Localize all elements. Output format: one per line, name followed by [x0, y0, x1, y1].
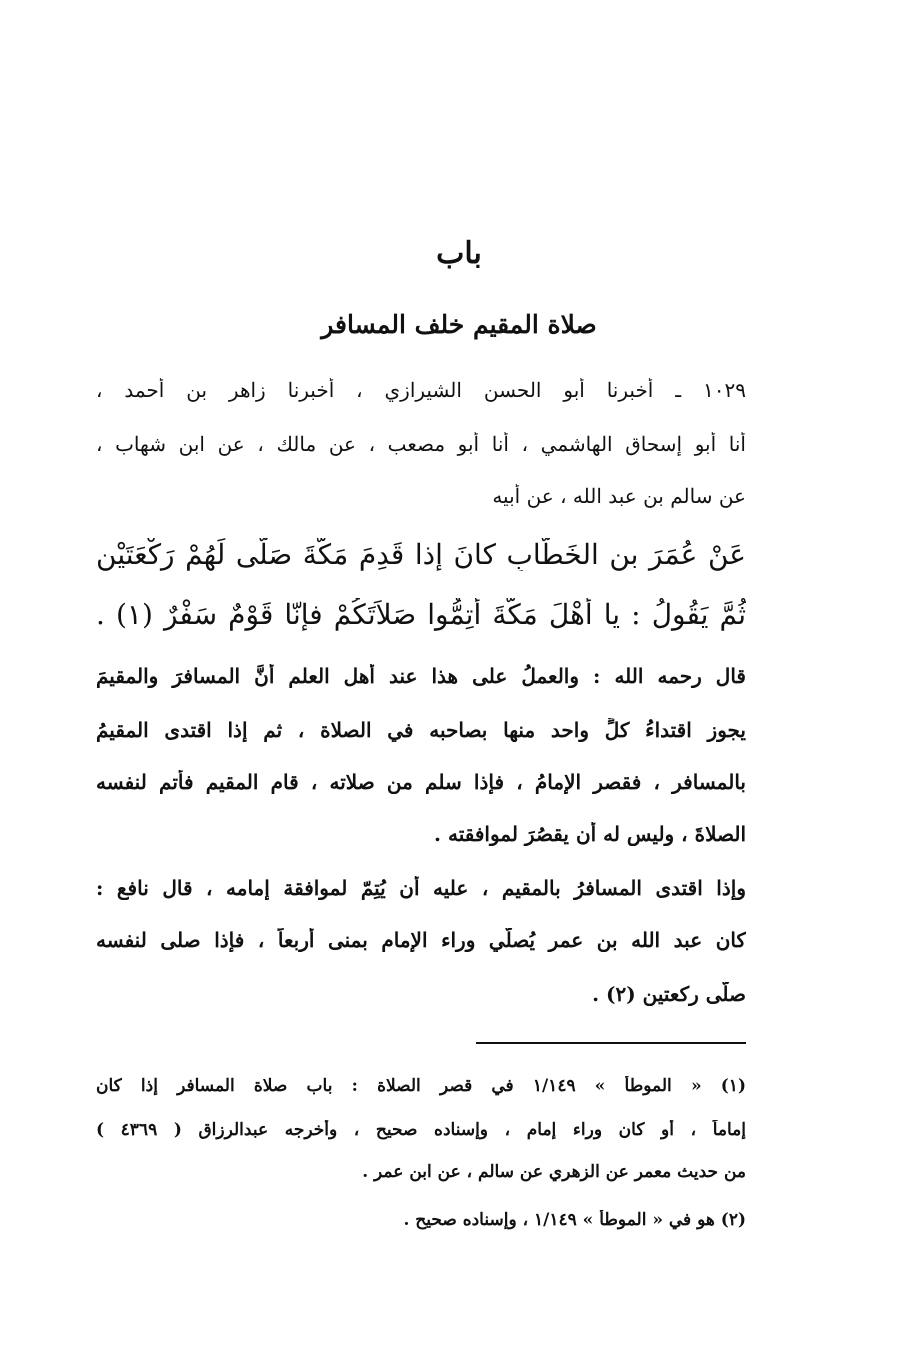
isnad-line: ١٠٢٩ ـ أخبرنا أبو الحسن الشيرازي ، أخبرنا زاهر بن أحمد ، — [96, 378, 746, 402]
commentary-line: قال رحمه الله : والعملُ على هذا عند أهل العلم أنَّ المسافرَ والمقيمَ — [96, 664, 746, 688]
footnote-divider — [476, 1042, 746, 1044]
commentary-line: يجوز اقتداءُ كلٍّ واحد منها بصاحبه في الصلاة ، ثم إذا اقتدى المقيمُ — [96, 718, 746, 742]
chapter-title: صلاة المقيم خلف المسافر — [321, 310, 597, 339]
chapter-heading: باب — [436, 236, 482, 271]
isnad-line: أنا أبو إسحاق الهاشمي ، أنا أبو مصعب ، عن مالك ، عن ابن شهاب ، — [96, 432, 746, 456]
commentary-line: كان عبد الله بن عمر يُصلّي وراء الإمام بمنى أربعاً ، فإذا صلى لنفسه — [96, 928, 746, 952]
hadith-text-line: عَنْ عُمَرَ بنِ الخَطَّابِ كانَ إذا قَدِمَ مَكَّةَ صَلَّى لَهُمْ رَكْعَتَيْنِ — [96, 538, 746, 571]
isnad-line: عن سالم بن عبد الله ، عن أبيه — [492, 484, 746, 508]
footnote-line: (٢) هو في « الموطأ » ١/١٤٩ ، وإسناده صحيح . — [403, 1210, 746, 1230]
commentary-line: وإذا اقتدى المسافرُ بالمقيم ، عليه أن يُتِمّ لموافقة إمامه ، قال نافع : — [96, 876, 746, 900]
footnote-line: من حديث معمر عن الزهري عن سالم ، عن ابن عمر . — [362, 1162, 746, 1182]
hadith-text-line: ثُمَّ يَقُولُ : يا أَهْلَ مَكَّةَ أَتِمُّوا صَلاَتَكُمْ فإنّا قَوْمٌ سَفْرٌ (١) . — [96, 598, 746, 631]
commentary-line: الصلاةَ ، وليس له أن يقصُرَ لموافقته . — [434, 822, 746, 846]
commentary-line: صلّى ركعتين (٢) . — [592, 982, 746, 1006]
commentary-line: بالمسافرِ ، فقصر الإمامُ ، فإذا سلم من صلاته ، قام المقيم فأتم لنفسه — [96, 770, 746, 794]
footnote-line: إماماً ، أو كان وراء إمام ، وإسناده صحيح ، وأخرجه عبدالرزاق ( ٤٣٦٩ ) — [96, 1120, 746, 1140]
footnote-line: (١) « الموطأ » ١/١٤٩ في قصر الصلاة : باب صلاة المسافر إذا كان — [96, 1076, 746, 1096]
